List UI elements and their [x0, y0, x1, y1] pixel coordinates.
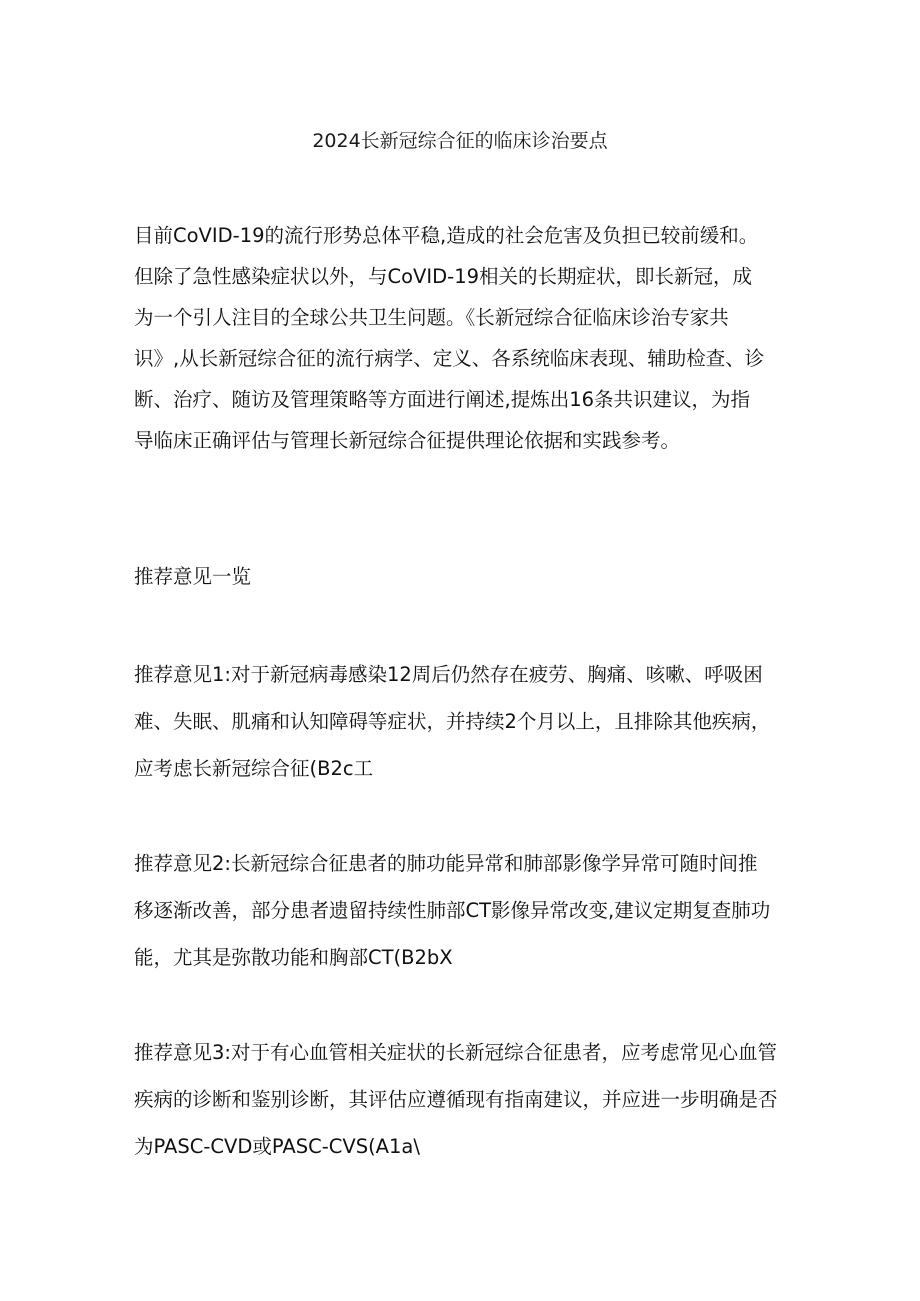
- intro-line: 目前CoVID-19的流行形势总体平稳,造成的社会危害及负担已较前缓和。: [134, 224, 759, 247]
- intro-line: 断、治疗、随访及管理策略等方面进行阐述,提炼出16条共识建议，为指: [134, 388, 751, 411]
- intro-line: 导临床正确评估与管理长新冠综合征提供理论依据和实践参考。: [134, 429, 681, 452]
- intro-line: 但除了急性感染症状以外，与CoVID-19相关的长期症状，即长新冠，成: [134, 265, 753, 288]
- document-title: 2024长新冠综合征的临床诊治要点: [312, 130, 608, 152]
- recommendation-line: 应考虑长新冠综合征(B2c工: [134, 757, 374, 780]
- recommendation-line: 为PASC-CVD或PASC-CVS(A1a\: [134, 1135, 420, 1158]
- intro-line: 识》,从长新冠综合征的流行病学、定义、各系统临床表现、辅助检查、诊: [134, 347, 765, 370]
- section-heading-text: 推荐意见一览: [134, 565, 252, 588]
- intro-paragraph: [134, 215, 794, 461]
- recommendation-line: 推荐意见1:对于新冠病毒感染12周后仍然存在疲劳、胸痛、咳嗽、呼吸困: [134, 663, 763, 686]
- recommendation-2: [134, 840, 794, 981]
- recommendation-line: 推荐意见2:长新冠综合征患者的肺功能异常和肺部影像学异常可随时间推: [134, 852, 758, 875]
- intro-line: 为一个引人注目的全球公共卫生问题。《长新冠综合征临床诊治专家共: [134, 306, 729, 329]
- recommendation-line: 推荐意见3:对于有心血管相关症状的长新冠综合征患者，应考虑常见心血管: [134, 1041, 777, 1064]
- recommendation-line: 移逐渐改善，部分患者遗留持续性肺部CT影像异常改变,建议定期复查肺功: [134, 899, 771, 922]
- recommendation-line: 疾病的诊断和鉴别诊断，其评估应遵循现有指南建议，并应进一步明确是否: [134, 1088, 778, 1111]
- recommendation-line: 能，尤其是弥散功能和胸部CT(B2bX: [134, 946, 453, 969]
- recommendation-3: [134, 1029, 794, 1170]
- recommendation-line: 难、失眠、肌痛和认知障碍等症状，并持续2个月以上，且排除其他疾病，: [134, 710, 771, 733]
- recommendation-1: [134, 651, 794, 792]
- section-heading: [134, 557, 794, 597]
